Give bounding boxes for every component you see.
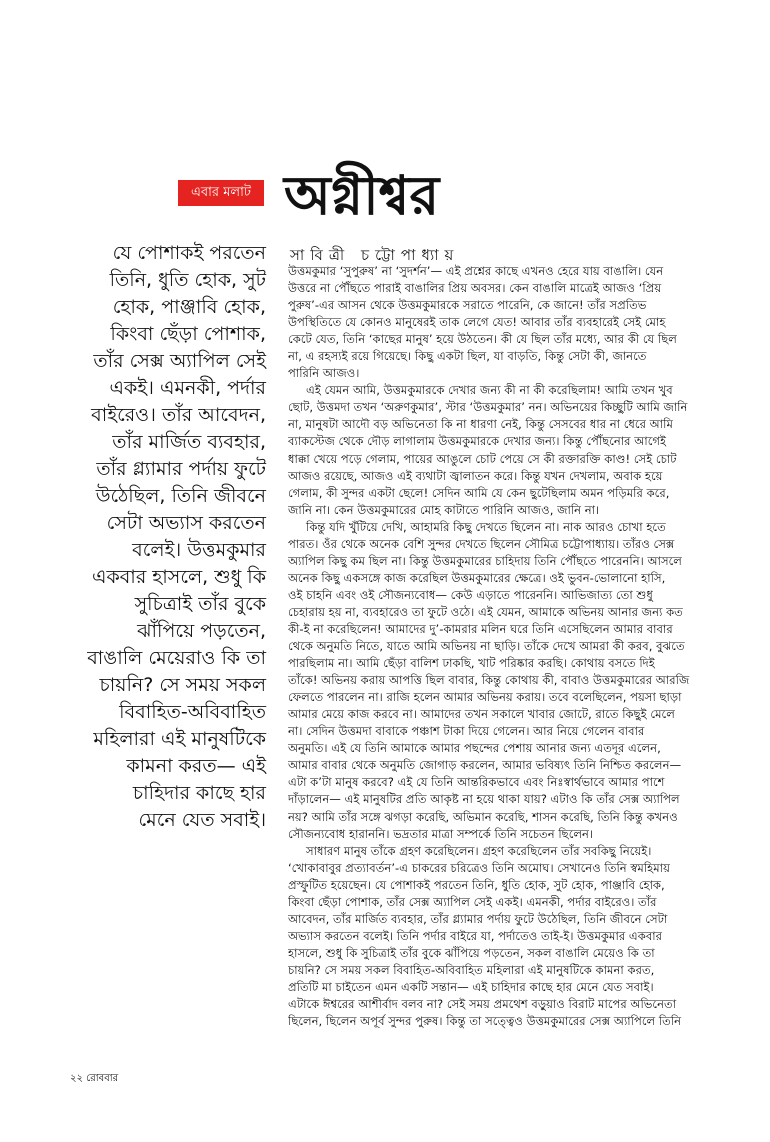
pull-quote-line: একবার হাসলে, শুধু কি — [91, 566, 266, 588]
body-text-line: না, এ রহস্যই রয়ে গিয়েছে। কিছু একটা ছিল, যা বাড়তি, কিন্তু সেটা কী, জানতে — [288, 349, 647, 364]
body-text-line: নয়? আমি তাঁর সঙ্গে ঝগড়া করেছি, অভিমান করেছি, শাসন করেছি, তিনি কিন্তু কখনও — [288, 809, 678, 824]
body-text-line: উপস্থিতিতে যে কোনও মানুষেরই তাক লেগে যেত! আবার তাঁর ব্যবহারেই সেই মোহ — [288, 315, 666, 330]
body-text-line: ‘খোকাবাবুর প্রত্যাবর্তন’-এ চাকরের চরিত্রেও তিনি অমোঘ। সেখানেও তিনি স্বমহিমায় — [288, 860, 670, 875]
body-text-line: চায়নি? সে সময় সকল বিবাহিত-অবিবাহিত মহিলারা এই মানুষটিকে কামনা করত, — [288, 962, 655, 977]
body-text-line: অভ্যাস করতেন বলেই। তিনি পর্দার বাইরে যা, পর্দাতেও তাই-ই। উত্তমকুমার একবার — [288, 928, 663, 943]
pull-quote-line: বাঙালি মেয়েরাও কি তা — [87, 647, 266, 669]
body-text-line: না। সেদিন উত্তমদা বাবাকে পঞ্চাশ টাকা দিয়ে গেলেন। আর নিয়ে গেলেন বাবার — [288, 724, 645, 739]
body-text-line: উত্তমকুমার ‘সুপুরুষ’ না ‘সুদর্শন’— এই প্রশ্নের কাছে এখনও হেরে যায় বাঙালি। যেন — [288, 264, 664, 278]
body-text-line: পুরুষ’-এর আসন থেকে উত্তমকুমারকে সরাতে পারেনি, কে জানে! তাঁর সপ্রতিভ — [288, 298, 647, 313]
pull-quote-line: বলেই। উত্তমকুমার — [132, 539, 266, 561]
body-text-line: দাঁড়ালেন— এই মানুষটির প্রতি আকৃষ্ট না হয়ে থাকা যায়? এটাও কি তাঁর সেক্স অ্যাপিল — [288, 792, 680, 807]
pull-quote-line: সেটা অভ্যাস করতেন — [106, 512, 266, 534]
pull-quote-line: তাঁর সেক্স অ্যাপিল সেই — [93, 350, 266, 372]
body-text-line: আজও রয়েছে, আজও এই ব্যথাটা জ্বালাতন করে। কিন্তু যখন দেখলাম, অবাক হয়ে — [288, 468, 663, 483]
body-text-line: ব্যাকস্টেজ থেকে দৌড় লাগালাম উত্তমকুমারকে দেখার জন্য। কিন্তু পৌঁছনোর আগেই — [288, 434, 667, 449]
body-text-line: উত্তরে না পৌঁছতে পারাই বাঙালির প্রিয় অবসর। কেন বাঙালি মাত্রেই আজও ‘প্রিয় — [288, 281, 662, 296]
pull-quote-line: হোক, পাঞ্জাবি হোক, — [112, 296, 266, 318]
body-text-line: এটা ক’টা মানুষ করবে? এই যে তিনি আন্তরিকভাবে এবং নিঃস্বার্থভাবে আমার পাশে — [288, 775, 665, 790]
body-text-line: আমার মেয়ে কাজ করবে না। আমাদের তখন সকালে খাবার জোটে, রাতে কিছুই মেলে — [288, 707, 675, 722]
pull-quote-line: তাঁর গ্ল্যামার পর্দায় ফুটে — [96, 458, 266, 480]
body-text-line: হাসলে, শুধু কি সুচিত্রাই তাঁর বুকে ঝাঁপিয়ে পড়তেন, সকল বাঙালি মেয়েও কি তা — [288, 945, 655, 960]
body-text-line: সৌজন্যবোধ হারাননি। ভদ্রতার মাত্রা সম্পর্কে তিনি সচেতন ছিলেন। — [288, 826, 594, 841]
body-text-line: কিন্তু যদি খুঁটিয়ে দেখি, আহামরি কিছু দেখতে ছিলেন না। নাক আরও চোখা হতে — [306, 519, 666, 534]
body-text-line: প্রতিটি মা চাইতেন এমন একটি সন্তান— এই চাহিদার কাছে হার মেনে যেত সবাই। — [288, 979, 654, 994]
pull-quote-line: চাহিদার কাছে হার — [132, 782, 266, 804]
body-text-line: এই যেমন আমি, উত্তমকুমারকে দেখার জন্য কী না কী করেছিলাম! আমি তখন খুব — [306, 383, 673, 398]
pull-quote-line: উঠেছিল, তিনি জীবনে — [95, 485, 266, 507]
pull-quote — [40, 240, 266, 834]
body-text-line: ছিলেন, ছিলেন অপূর্ব সুন্দর পুরুষ। কিন্তু তা সত্ত্বেও উত্তমকুমারের সেক্স অ্যাপিলে তিনি — [288, 1014, 682, 1029]
body-text-line: কেটে যেত, তিনি ‘কাছের মানুষ’ হয়ে উঠতেন। কী যে ছিল তাঁর মধ্যে, আর কী যে ছিল — [288, 332, 677, 347]
body-text-line: কী-ই না করেছিলেন! আমাদের দু’-কামরার মলিন ঘরে তিনি এসেছিলেন আমার বাবার — [288, 621, 673, 636]
author-byline: সাবিত্রী চট্টোপাধ্যায় — [290, 246, 460, 264]
body-text-line: ধাক্কা খেয়ে পড়ে গেলাম, পায়ের আঙুলে চোট পেয়ে সে কী রক্তারক্তি কাণ্ড! সেই চোট — [288, 451, 677, 466]
body-text-line: থেকে অনুমতি নিতে, যাতে আমি অভিনয় না ছাড়ি। তাঁকে দেখে আমরা কী করব, বুঝতে — [288, 639, 685, 654]
pull-quote-line: বিবাহিত-অবিবাহিত — [119, 701, 266, 723]
body-text-line: অ্যাপিল কিছু কম ছিল না। কিন্তু উত্তমকুমারের চাহিদায় তিনি পৌঁছতে পারেননি। আসলে — [288, 553, 682, 568]
pull-quote-line: সুচিত্রাই তাঁর বুকে — [134, 593, 266, 615]
body-text-line: তাঁকে! অভিনয় করায় আপত্তি ছিল বাবার, কিন্তু কোথায় কী, বাবাও উত্তমকুমারের আরজি — [288, 673, 690, 688]
body-text-line: অনেক কিছু একসঙ্গে কাজ করেছিল উত্তমকুমারের ক্ষেত্রে। ওই ভুবন-ভোলানো হাসি, — [288, 570, 666, 585]
pull-quote-line: মহিলারা এই মানুষটিকে — [93, 728, 266, 750]
body-text-line: পারছিলাম না। আমি ছেঁড়া বালিশ ঢাকছি, খাট পরিষ্কার করছি। কোথায় বসতে দিই — [288, 656, 655, 671]
pull-quote-line: কামনা করত— এই — [126, 755, 266, 777]
pull-quote-line: বাইরেও। তাঁর আবেদন, — [91, 404, 266, 426]
body-text-line: ফেলতে পারলেন না। রাজি হলেন আমার অভিনয় করায়। তবে বলেছিলেন, পয়সা ছাড়া — [288, 690, 682, 705]
body-text-line: চেহারায় হয় না, ব্যবহারেও তা ফুটে ওঠে। এই যেমন, আমাকে অভিনয় আনার জন্য কত — [288, 604, 683, 619]
body-text-line: আবেদন, তাঁর মার্জিত ব্যবহার, তাঁর গ্ল্যামার পর্দায় ফুটে উঠেছিল, তিনি জীবনে সেটা — [288, 911, 668, 926]
body-text-line: সাধারণ মানুষ তাঁকে গ্রহণ করেছিলেন। গ্রহণ করেছিলেন তাঁর সবকিছু নিয়েই। — [306, 843, 652, 858]
body-text-line: পারিনি আজও। — [288, 366, 360, 381]
page-folio: ২২ রোববার — [70, 1073, 119, 1084]
body-text-line: অনুমতি। এই যে তিনি আমাকে আমার পছন্দের পেশায় আনার জন্য এতদূর এলেন, — [288, 741, 661, 756]
pull-quote-line: তাঁর মার্জিত ব্যবহার, — [112, 431, 266, 453]
body-text-line: না, মানুষটা আদৌ বড় অভিনেতা কি না ধারণা নেই, কিন্তু সেসবের ধার না ধেরে আমি — [288, 417, 673, 432]
pull-quote-line: ঝাঁপিয়ে পড়তেন, — [137, 620, 266, 642]
body-text-line: এটাকে ঈশ্বরের আশীর্বাদ বলব না? সেই সময় প্রমথেশ বড়ুয়াও বিরাট মাপের অভিনেতা — [288, 997, 677, 1012]
article-title: অগ্নীশ্বর — [284, 163, 440, 227]
pull-quote-line: একই। এমনকী, পর্দার — [109, 377, 266, 399]
body-text-line: গেলাম, কী সুন্দর একটা ছেলে! সেদিন আমি যে কেন ছুটেছিলাম অমন পড়িমরি করে, — [288, 485, 670, 500]
body-text-line: জানি না। কেন উত্তমকুমারের মোহ কাটাতে পারিনি আজও, জানি না। — [288, 502, 600, 517]
body-text-line: কিংবা ছেঁড়া পোশাক, তাঁর সেক্স অ্যাপিল সেই একই। এমনকী, পর্দার বাইরেও। তাঁর — [288, 894, 657, 909]
body-text-line: ছোট, উত্তমদা তখন ‘অরুণকুমার’, স্টার ‘উত্তমকুমার’ নন। অভিনয়ের কিচ্ছুটি আমি জানি — [288, 400, 688, 415]
section-tag: এবার মলাট — [178, 180, 264, 206]
body-text-line: আমার বাবার থেকে অনুমতি জোগাড় করলেন, আমার ভবিষ্যৎ তিনি নিশ্চিত করলেন— — [288, 758, 682, 773]
pull-quote-line: চায়নি? সে সময় সকল — [99, 674, 266, 696]
body-text-line: ওই চাহনি এবং ওই সৌজন্যবোধ— কেউ এড়াতে পারেননি। আভিজাত্য তো শুধু — [288, 587, 653, 602]
body-text-line: পারত। ওঁর থেকে অনেক বেশি সুন্দর দেখতে ছিলেন সৌমিত্র চট্টোপাধ্যায়। তাঁরও সেক্স — [288, 536, 675, 551]
pull-quote-line: তিনি, ধুতি হোক, সুট — [109, 269, 266, 291]
body-text-line: প্রস্ফুটিত হয়েছেন। যে পোশাকই পরতেন তিনি, ধুতি হোক, সুট হোক, পাঞ্জাবি হোক, — [288, 877, 665, 892]
pull-quote-line: যে পোশাকই পরতেন — [112, 242, 266, 264]
pull-quote-line: কিংবা ছেঁড়া পোশাক, — [110, 323, 266, 345]
pull-quote-line: মেনে যেত সবাই। — [138, 809, 266, 831]
article-body — [288, 263, 762, 1030]
